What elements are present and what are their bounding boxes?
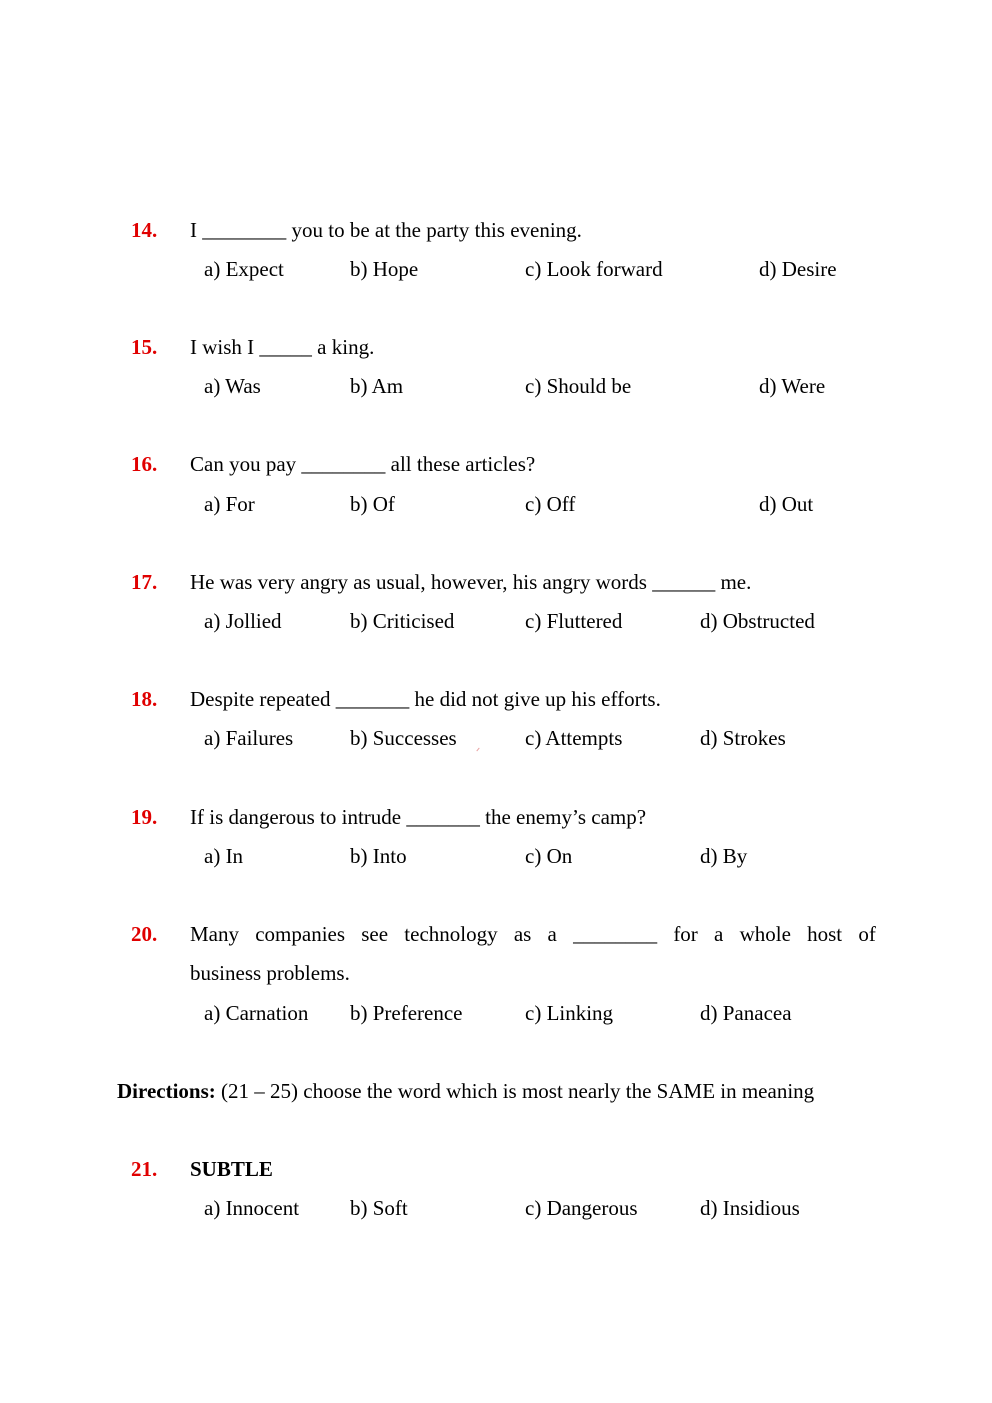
option-a: a) Expect [204,257,284,281]
option-a: a) Failures [204,726,294,750]
stray-mark [476,748,479,752]
question-number: 17. [131,570,158,594]
question-text: I wish I _____ a king. [190,335,375,359]
question-text: I ________ you to be at the party this evening. [190,218,582,242]
question-word: a [714,922,724,946]
option-b: b) Successes [350,726,457,750]
question-text: SUBTLE [190,1157,273,1181]
option-a: a) Was [204,374,261,398]
option-c: c) Fluttered [525,609,623,633]
option-a: a) Jollied [204,609,282,633]
question-number: 21. [131,1157,158,1181]
question-text: He was very angry as usual, however, his angry words ______ me. [190,570,752,594]
option-c: c) On [525,844,573,868]
option-b: b) Preference [350,1001,463,1025]
option-a: a) Carnation [204,1001,309,1025]
option-c: c) Attempts [525,726,623,750]
question-word: a [547,922,557,946]
question-text: Can you pay ________ all these articles? [190,452,536,476]
question-text: Despite repeated _______ he did not give up his efforts. [190,687,661,711]
question-text: If is dangerous to intrude _______ the enemy’s camp? [190,805,647,829]
directions [117,1079,814,1104]
option-a: a) In [204,844,244,868]
directions-text: (21 – 25) choose the word which is most nearly the SAME in meaning [215,1079,815,1103]
option-b: b) Of [350,492,395,516]
option-c: c) Look forward [525,257,663,281]
question-word: ________ [573,922,658,946]
option-d: d) Strokes [700,726,786,750]
option-a: a) For [204,492,255,516]
question-word: whole [739,922,791,946]
question-number: 14. [131,218,158,242]
question-word: technology [404,922,498,946]
option-b: b) Am [350,374,404,398]
option-b: b) Criticised [350,609,455,633]
question-word: Many [190,922,239,946]
option-a: a) Innocent [204,1196,300,1220]
option-c: c) Should be [525,374,632,398]
directions-label: Directions: [117,1079,216,1103]
option-b: b) Into [350,844,407,868]
question-number: 15. [131,335,158,359]
option-d: d) Insidious [700,1196,800,1220]
question-word: companies [255,922,346,946]
question-number: 19. [131,805,158,829]
option-d: d) By [700,844,748,868]
option-b: b) Hope [350,257,419,281]
question-word: see [361,922,389,946]
option-d: d) Obstructed [700,609,815,633]
question-word: as [513,922,532,946]
question-number: 20. [131,922,158,946]
question-text-line-1 [190,922,876,947]
question-word: host [807,922,843,946]
question-number: 16. [131,452,158,476]
option-c: c) Dangerous [525,1196,638,1220]
option-d: d) Out [759,492,814,516]
question-text-line-2: business problems. [190,961,350,985]
option-c: c) Linking [525,1001,614,1025]
question-word: for [673,922,698,946]
question-word: of [858,922,876,946]
option-d: d) Desire [759,257,837,281]
option-d: d) Panacea [700,1001,792,1025]
option-d: d) Were [759,374,826,398]
question-number: 18. [131,687,158,711]
option-b: b) Soft [350,1196,408,1220]
option-c: c) Off [525,492,576,516]
